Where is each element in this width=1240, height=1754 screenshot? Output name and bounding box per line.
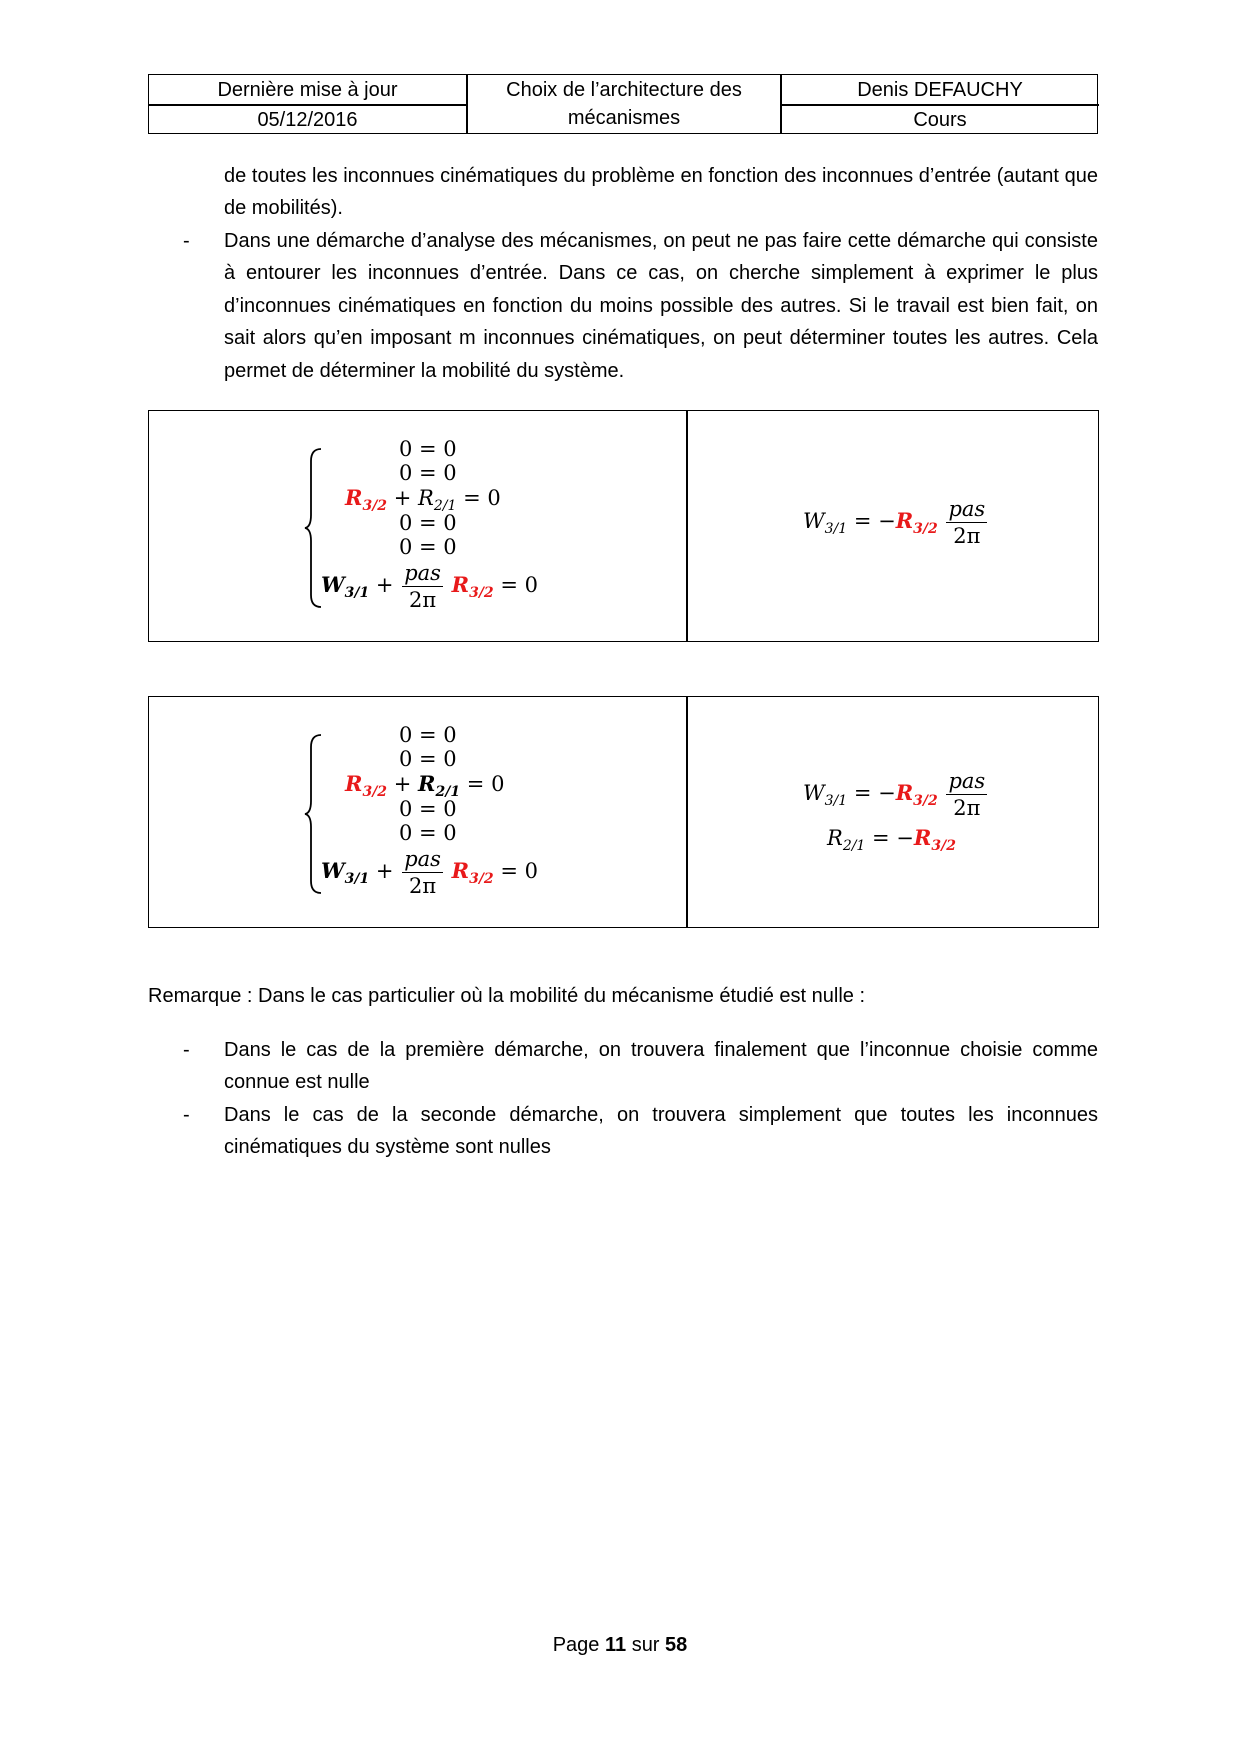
document-type: Cours xyxy=(913,108,967,131)
update-date: 05/12/2016 xyxy=(257,108,358,131)
result-equation: $R_{2/1} = -R_{3/2}$ xyxy=(827,825,956,854)
equation-line: 0 = 0 xyxy=(399,437,457,461)
equation-line: 0 = 0 xyxy=(399,511,457,535)
page-total: 58 xyxy=(665,1634,688,1656)
author-name: Denis DEFAUCHY xyxy=(857,78,1023,101)
bullet-second-approach: Dans le cas de la seconde démarche, on trouvera simplement que toutes les inconnues cinématiques du système sont nulles xyxy=(224,1104,1098,1159)
equation-line: $W_{3/1}$ + $\frac{\text{pas}}{2\pi}$ $R_{3/2} = 0$ xyxy=(321,847,539,898)
result-equation: $W_{3/1} = -R_{3/2}$ $\frac{\text{pas}}{2\pi}$ xyxy=(803,769,986,820)
equation-box-1 xyxy=(148,410,1099,642)
bullet-first-approach: Dans le cas de la première démarche, on trouvera finalement que l’inconnue choisie comme connue est nulle xyxy=(224,1039,1098,1094)
equation-line: 0 = 0 xyxy=(399,535,457,559)
document-title: Choix de l’architecture des mécanismes xyxy=(506,79,742,129)
equation-line: 0 = 0 xyxy=(399,821,457,845)
bullet-dash: - xyxy=(183,230,190,252)
header-table xyxy=(148,74,1098,134)
equation-line: 0 = 0 xyxy=(399,747,457,771)
equation-line: 0 = 0 xyxy=(399,723,457,747)
equation-line: 0 = 0 xyxy=(399,797,457,821)
result-equation: $W_{3/1} = -R_{3/2}$ $\frac{\text{pas}}{2\pi}$ xyxy=(803,497,986,548)
bullet-analysis: Dans une démarche d’analyse des mécanismes, on peut ne pas faire cette démarche qui consiste à entourer les inconnues d’entrée. Dans ce cas, on cherche simplement à exprimer le plus d’inconnues cinématiques en fonction du moins possible des autres. Si le travail est bien fait, on sait alors qu’en imposant m inconnues cinématiques, on peut déterminer toutes les autres. Cela permet de déterminer la mobilité du système. xyxy=(224,230,1098,382)
last-update-label: Dernière mise à jour xyxy=(217,78,398,101)
equation-line: $R_{3/2} + R_{2/1} = 0$ xyxy=(345,771,505,800)
page-number: 11 xyxy=(604,1634,627,1656)
remark-paragraph: Remarque : Dans le cas particulier où la mobilité du mécanisme étudié est nulle : xyxy=(148,985,866,1007)
bullet-dash: - xyxy=(183,1104,190,1126)
page-footer: Page 11 sur 58 xyxy=(552,1634,688,1656)
continuation-paragraph: de toutes les inconnues cinématiques du problème en fonction des inconnues d’entrée (autant que de mobilités). xyxy=(224,165,1098,220)
equation-line: $R_{3/2} + R_{2/1} = 0$ xyxy=(345,485,501,514)
equation-box-2 xyxy=(148,696,1099,928)
equation-line: $W_{3/1}$ + $\frac{\text{pas}}{2\pi}$ $R_{3/2} = 0$ xyxy=(321,561,539,612)
bullet-dash: - xyxy=(183,1039,190,1061)
equation-line: 0 = 0 xyxy=(399,461,457,485)
